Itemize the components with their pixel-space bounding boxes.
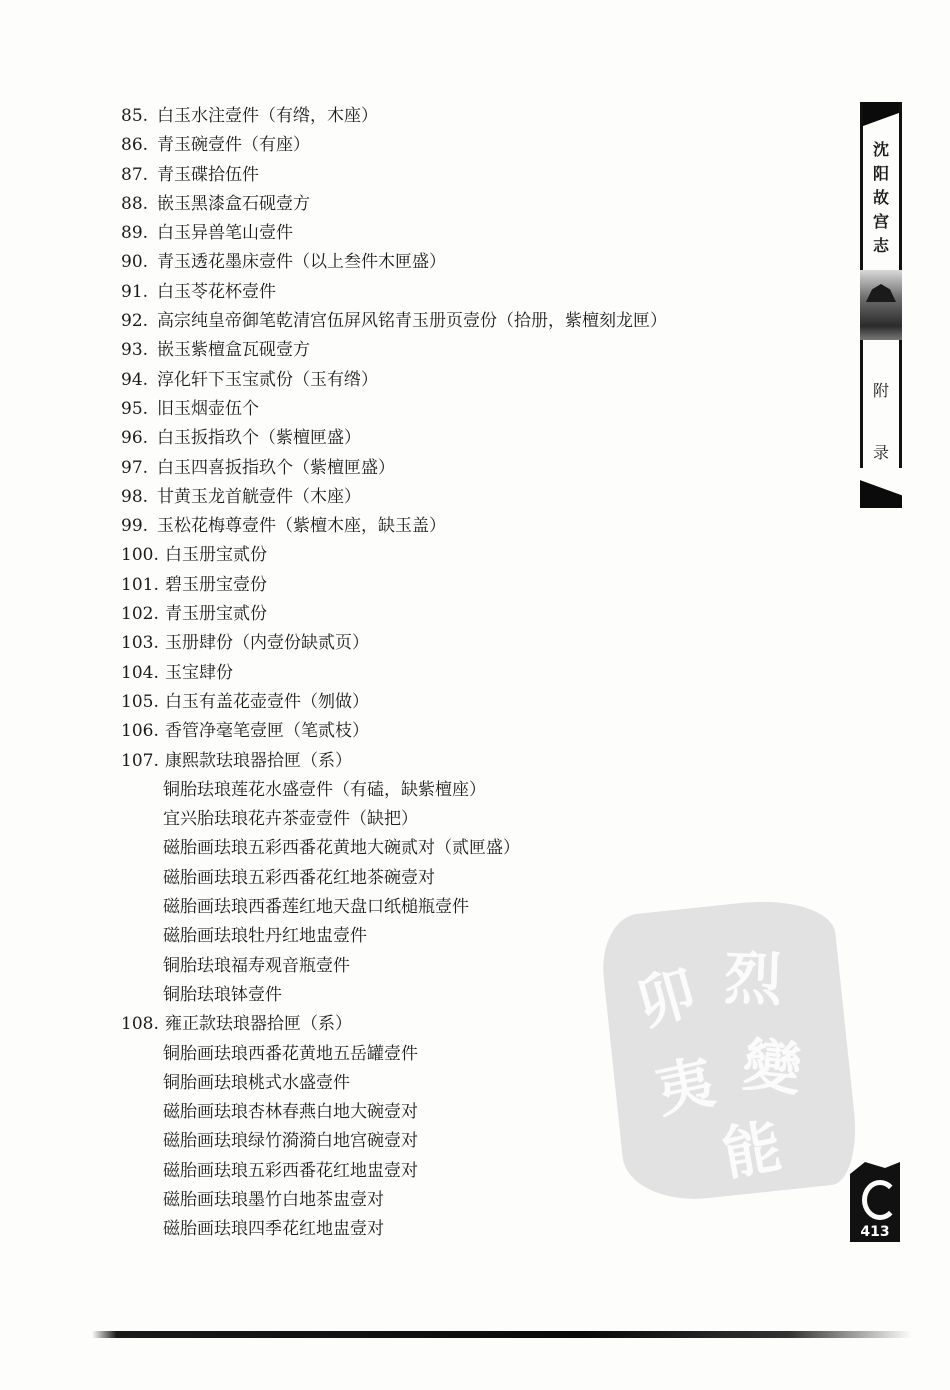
item-text: 宜兴胎珐琅花卉茶壶壹件（缺把） xyxy=(163,809,418,830)
sub-list-item xyxy=(121,776,821,805)
title-char: 故 xyxy=(872,188,889,207)
sub-list-item xyxy=(121,805,821,834)
item-number: 104. xyxy=(121,662,159,683)
item-text: 青玉碗壹件（有座） xyxy=(157,135,310,156)
list-item xyxy=(121,483,821,512)
item-text: 玉册肆份（内壹份缺贰页） xyxy=(165,633,369,654)
item-text: 白玉水注壹件（有绺，木座） xyxy=(157,106,378,126)
title-char: 沈 xyxy=(872,140,889,159)
seal-glyph: 卯 xyxy=(628,957,704,1039)
item-text: 嵌玉黑漆盒石砚壹方 xyxy=(157,193,310,214)
list-item xyxy=(121,366,821,395)
item-number: 90. xyxy=(121,252,149,273)
watermark-seal xyxy=(597,894,861,1207)
item-number: 105. xyxy=(121,691,159,712)
item-number: 98. xyxy=(121,486,149,507)
section-char: 附 xyxy=(872,381,889,400)
seal-glyph: 能 xyxy=(717,1111,787,1189)
item-text: 铜胎珐琅福寿观音瓶壹件 xyxy=(163,955,350,976)
list-item xyxy=(121,688,821,717)
item-number: 95. xyxy=(121,398,149,419)
item-number: 88. xyxy=(121,193,149,214)
item-text: 磁胎画珐琅五彩西番花红地盅壹对 xyxy=(163,1160,418,1181)
item-text: 磁胎画珐琅绿竹漪漪白地宫碗壹对 xyxy=(163,1131,418,1152)
item-number: 107. xyxy=(121,750,159,771)
list-item xyxy=(121,102,821,131)
section-char: 录 xyxy=(872,443,889,462)
list-item xyxy=(121,659,821,688)
list-item xyxy=(121,717,821,746)
palace-image xyxy=(860,270,902,340)
item-number: 97. xyxy=(121,457,149,478)
side-tab xyxy=(860,102,902,508)
item-number: 99. xyxy=(121,516,149,537)
list-item xyxy=(121,336,821,365)
dragon-emblem-icon xyxy=(850,1162,900,1222)
item-number: 103. xyxy=(121,633,159,654)
item-number: 100. xyxy=(121,545,159,566)
sub-list-item xyxy=(121,1215,821,1244)
item-text: 磁胎画珐琅五彩西番花红地茶碗壹对 xyxy=(163,867,435,888)
sub-list-item xyxy=(121,864,821,893)
item-text: 雍正款珐琅器拾匣（系） xyxy=(165,1014,352,1035)
item-text: 白玉册宝贰份 xyxy=(165,545,267,566)
item-text: 磁胎画珐琅五彩西番花黄地大碗贰对（贰匣盛） xyxy=(163,838,520,859)
list-item xyxy=(121,571,821,600)
item-text: 嵌玉紫檀盒瓦砚壹方 xyxy=(157,340,310,361)
item-text: 玉松花梅尊壹件（紫檀木座，缺玉盖） xyxy=(157,516,446,537)
item-text: 铜胎珐琅钵壹件 xyxy=(163,984,282,1005)
item-text: 康熙款珐琅器拾匣（系） xyxy=(165,750,352,771)
swirl-icon xyxy=(862,1180,898,1220)
item-text: 铜胎画珐琅桃式水盛壹件 xyxy=(163,1072,350,1093)
item-text: 白玉扳指玖个（紫檀匣盛） xyxy=(157,428,361,449)
list-item xyxy=(121,629,821,658)
bottom-rule xyxy=(92,1331,912,1338)
item-text: 铜胎画珐琅西番花黄地五岳罐壹件 xyxy=(163,1043,418,1064)
list-item xyxy=(121,747,821,776)
item-number: 108. xyxy=(121,1014,159,1035)
item-text: 青玉册宝贰份 xyxy=(165,604,267,625)
item-number: 89. xyxy=(121,223,149,244)
item-text: 旧玉烟壶伍个 xyxy=(157,398,259,419)
item-text: 玉宝肆份 xyxy=(165,662,233,683)
seal-glyph: 烈 xyxy=(722,944,784,1015)
item-number: 102. xyxy=(121,604,159,625)
list-item xyxy=(121,219,821,248)
item-text: 磁胎画珐琅四季花红地盅壹对 xyxy=(163,1219,384,1240)
item-number: 101. xyxy=(121,574,159,595)
item-text: 白玉异兽笔山壹件 xyxy=(157,223,293,244)
sub-list-item xyxy=(121,834,821,863)
item-number: 106. xyxy=(121,721,159,742)
item-text: 磁胎画珐琅墨竹白地茶盅壹对 xyxy=(163,1189,384,1210)
list-item xyxy=(121,541,821,570)
item-text: 青玉碟拾伍件 xyxy=(157,164,259,185)
item-number: 93. xyxy=(121,340,149,361)
item-number: 94. xyxy=(121,369,149,390)
page-number: 413 xyxy=(850,1222,900,1242)
title-char: 宫 xyxy=(872,212,889,231)
item-number: 87. xyxy=(121,164,149,185)
palace-roof-icon xyxy=(866,284,896,302)
item-text: 白玉苓花杯壹件 xyxy=(157,281,276,302)
seal-glyph: 變 xyxy=(739,1030,805,1105)
title-char: 志 xyxy=(872,236,889,255)
item-text: 高宗纯皇帝御笔乾清宫伍屏风铭青玉册页壹份（拾册，紫檀刻龙匣） xyxy=(157,311,667,332)
seal-glyph: 夷 xyxy=(649,1047,721,1127)
list-item xyxy=(121,600,821,629)
item-text: 淳化轩下玉宝贰份（玉有绺） xyxy=(157,369,378,390)
side-tab-title xyxy=(860,138,902,258)
item-number: 96. xyxy=(121,428,149,449)
list-item xyxy=(121,131,821,160)
list-item xyxy=(121,512,821,541)
item-number: 92. xyxy=(121,311,149,332)
item-text: 碧玉册宝壹份 xyxy=(165,574,267,595)
side-tab-bottom-band xyxy=(860,468,902,508)
item-text: 香管净毫笔壹匣（笔贰枝） xyxy=(165,721,369,742)
item-text: 铜胎珐琅莲花水盛壹件（有磕，缺紫檀座） xyxy=(163,779,486,800)
title-char: 阳 xyxy=(872,164,889,183)
list-item xyxy=(121,307,821,336)
list-item xyxy=(121,424,821,453)
list-item xyxy=(121,395,821,424)
list-item xyxy=(121,161,821,190)
item-text: 磁胎画珐琅西番莲红地天盘口纸槌瓶壹件 xyxy=(163,897,469,918)
list-item xyxy=(121,190,821,219)
list-item xyxy=(121,248,821,277)
page-number-block xyxy=(850,1162,900,1242)
item-number: 91. xyxy=(121,281,149,302)
item-text: 白玉四喜扳指玖个（紫檀匣盛） xyxy=(157,457,395,478)
item-text: 青玉透花墨床壹件（以上叁件木匣盛） xyxy=(157,252,446,273)
item-text: 白玉有盖花壶壹件（刎做） xyxy=(165,691,369,712)
item-number: 85. xyxy=(121,106,149,126)
list-item xyxy=(121,278,821,307)
item-text: 甘黄玉龙首觥壹件（木座） xyxy=(157,486,361,507)
item-number: 86. xyxy=(121,135,149,156)
item-text: 磁胎画珐琅杏林春燕白地大碗壹对 xyxy=(163,1102,418,1123)
item-text: 磁胎画珐琅牡丹红地盅壹件 xyxy=(163,926,367,947)
list-item xyxy=(121,454,821,483)
